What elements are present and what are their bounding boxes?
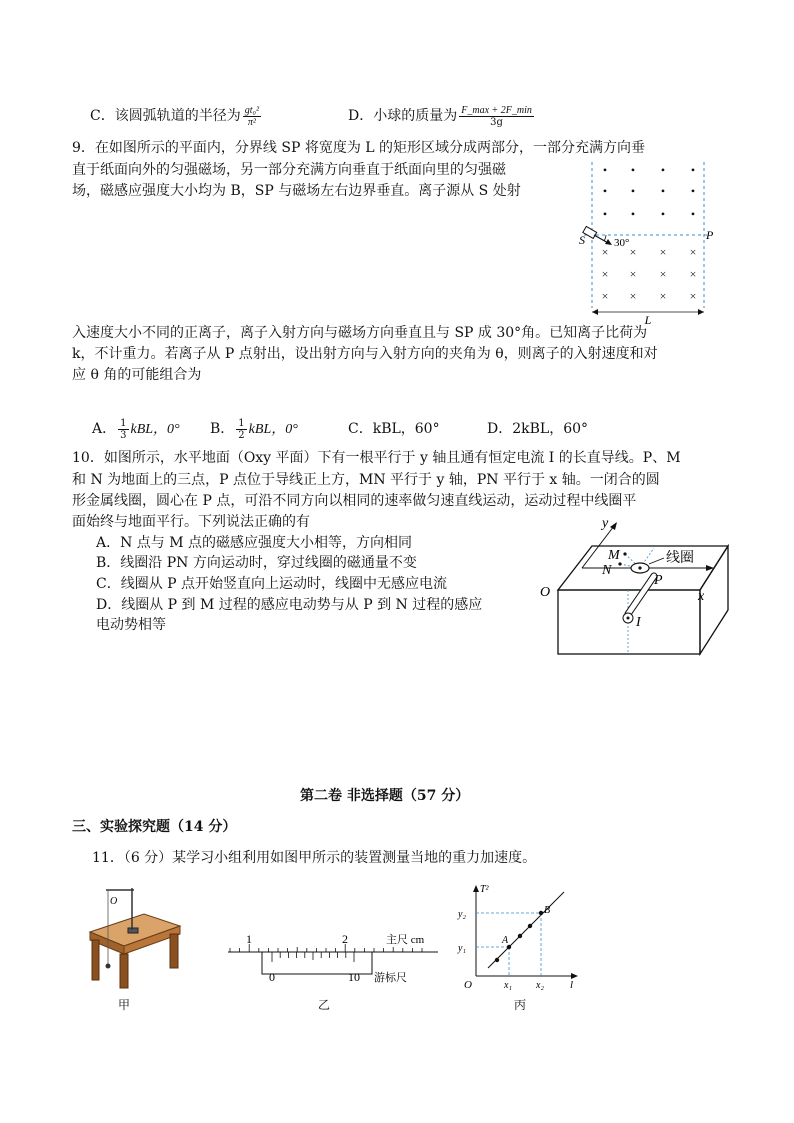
q11-line-1: 11．（6 分）某学习小组利用如图甲所示的装置测量当地的重力加速度。 (92, 850, 537, 866)
q10-line-3: 形金属线圈，圆心在 P 点，可沿不同方向以相同的速率做匀速直线运动，运动过程中线圈平 (72, 493, 637, 509)
q9-option-a: A． $\frac{1}{3}$ kBL，0° (92, 417, 180, 441)
fit-line (488, 892, 564, 968)
q9-line-5: k，不计重力。若离子从 P 点射出，设出射方向与入射方向的夹角为 θ，则离子的入射速度和对 (72, 346, 658, 362)
label-a: A (502, 935, 509, 946)
data-point (528, 924, 532, 928)
label-y2: y₂ (458, 909, 466, 920)
figure-jia-caption: 甲 (118, 998, 131, 1012)
label-x2: x₂ (536, 980, 544, 991)
q10-option-a: A．N 点与 M 点的磁感应强度大小相等，方向相同 (96, 535, 413, 551)
field-in-cross: × (689, 245, 697, 259)
q9-option-b-fraction: $\frac{1}{2}$ (238, 417, 245, 441)
vernier-caliper-figure (222, 926, 442, 986)
q10-line-4: 面始终与地面平行。下列说法正确的有 (72, 514, 310, 530)
q8-option-d-fraction: $\frac{F\_\max + 2F\_\min}{3g}$ (461, 104, 532, 128)
part-2-title: 第二卷 非选择题（57 分） (300, 788, 470, 804)
field-out-dot: • (660, 184, 666, 198)
q9-line-1: 9．在如图所示的平面内，分界线 SP 将宽度为 L 的矩形区域分成两部分，一部分充满方向垂 (72, 140, 646, 156)
field-in-cross: × (629, 289, 637, 303)
field-out-dot: • (630, 184, 636, 198)
q8-option-d-text: D．小球的质量为 (348, 108, 458, 124)
field-out-dot: • (602, 163, 608, 177)
label-o: O (110, 896, 118, 907)
q10-option-c: C．线圈从 P 点开始竖直向上运动时，线圈中无感应电流 (96, 576, 448, 592)
field-in-cross: × (689, 289, 697, 303)
field-in-cross: × (659, 289, 667, 303)
figure-yi-caption: 乙 (318, 998, 331, 1012)
t-squared-vs-length-graph (452, 880, 582, 1000)
field-in-cross: × (601, 245, 609, 259)
label-t2: T² (480, 884, 489, 895)
wire-icon (628, 576, 654, 614)
label-n: N (602, 563, 612, 578)
q9-option-d: D．2kBL，60° (487, 421, 589, 437)
q9-option-c: C．kBL，60° (348, 421, 440, 437)
q9-option-b: B． $\frac{1}{2}$ kBL，0° (210, 417, 298, 441)
q8-option-d (348, 102, 536, 130)
label-l: l (570, 979, 574, 991)
label-coil: 线圈 (666, 551, 694, 566)
q8-option-c-text: C．该圆弧轨道的半径为 (90, 108, 241, 124)
label-l: L (644, 313, 652, 327)
label-angle: 30° (614, 237, 630, 249)
field-out-dot: • (690, 163, 696, 177)
vernier-scale-label: 游标尺 (374, 972, 407, 984)
q9-line-2: 直于纸面向外的匀强磁场，另一部分充满方向垂直于纸面向里的匀强磁 (72, 162, 506, 178)
vernier-tick-10: 10 (348, 970, 360, 984)
label-o: O (540, 585, 551, 600)
field-out-dot: • (690, 207, 696, 221)
field-out-dot: • (690, 184, 696, 198)
label-p: P (706, 228, 714, 242)
field-out-dot: • (602, 207, 608, 221)
q9-magnetic-field-figure (570, 158, 720, 328)
field-in-cross: × (689, 267, 697, 281)
current-out-icon (627, 617, 630, 620)
label-x1: x₁ (504, 980, 512, 991)
q9-line-6: 应 θ 角的可能组合为 (72, 367, 202, 383)
pendulum-apparatus-figure (84, 880, 184, 1012)
data-point-b (539, 911, 543, 915)
field-in-cross: × (659, 245, 667, 259)
field-out-dot: • (602, 184, 608, 198)
field-out-dot: • (630, 163, 636, 177)
vernier-scale-ticks (272, 952, 354, 962)
vernier-tick-0: 0 (269, 970, 275, 984)
main-scale-label: 主尺 cm (386, 934, 425, 946)
data-point (518, 934, 522, 938)
main-tick-2: 2 (342, 932, 348, 946)
field-in-cross: × (629, 267, 637, 281)
q10-option-d-line-1: D．线圈从 P 到 M 过程的感应电动势与从 P 到 N 过程的感应 (96, 597, 483, 613)
section-3-title: 三、实验探究题（14 分） (72, 819, 237, 835)
q9-line-4: 入速度大小不同的正离子，离子入射方向与磁场方向垂直且与 SP 成 30°角。已知离子比荷为 (72, 325, 648, 341)
field-out-dot: • (660, 207, 666, 221)
label-b: B (544, 905, 551, 916)
q8-option-c (90, 102, 263, 130)
data-point (495, 958, 499, 962)
pendulum-bob (106, 964, 111, 969)
q10-wire-coil-figure (530, 518, 740, 658)
q9-option-a-fraction: $\frac{1}{3}$ (120, 417, 127, 441)
label-s: S (579, 233, 585, 247)
label-p: P (654, 573, 663, 588)
q10-option-b: B．线圈沿 PN 方向运动时，穿过线圈的磁通量不变 (96, 555, 417, 571)
label-m: M (608, 548, 620, 563)
q9-line-3: 场，磁感应强度大小均为 B，SP 与磁场左右边界垂直。离子源从 S 处射 (72, 183, 521, 199)
q8-option-c-fraction: $\frac{\text{gt₀²}}{\text{π²}}$ (244, 104, 259, 128)
field-in-cross: × (601, 289, 609, 303)
field-out-dot: • (660, 163, 666, 177)
main-tick-1: 1 (246, 932, 252, 946)
q10-option-d-line-2: 电动势相等 (96, 617, 166, 633)
q10-line-2: 和 N 为地面上的三点，P 点位于导线正上方，MN 平行于 y 轴，PN 平行于 x 轴。一闭合的圆 (72, 472, 660, 488)
label-y: y (602, 518, 609, 531)
label-x: x (698, 589, 705, 604)
q10-line-1: 10．如图所示，水平地面（Oxy 平面）下有一根平行于 y 轴且通有恒定电流 I 的长直导线。P、M (72, 450, 681, 466)
figure-bing-caption: 丙 (514, 998, 527, 1012)
field-in-cross: × (601, 267, 609, 281)
field-in-cross: × (629, 245, 637, 259)
label-y1: y₁ (458, 943, 466, 954)
field-out-dot: • (630, 207, 636, 221)
label-i: I (636, 615, 641, 630)
field-in-cross: × (659, 267, 667, 281)
label-o: O (464, 979, 472, 991)
